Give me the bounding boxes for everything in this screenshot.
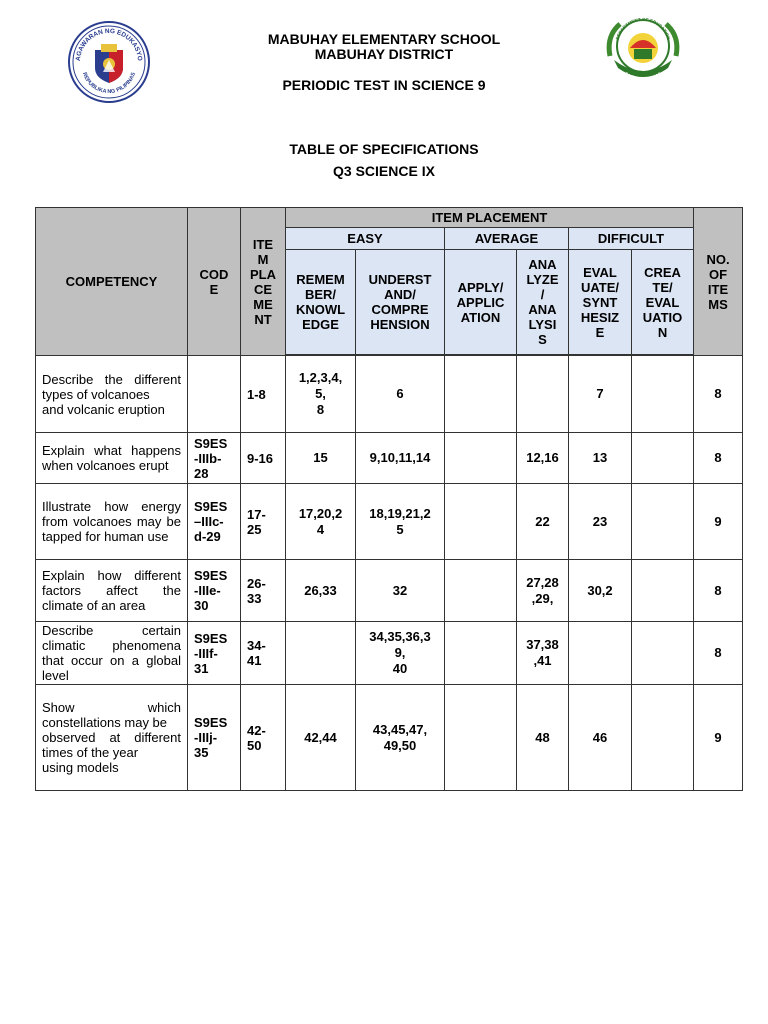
create-cell bbox=[632, 622, 694, 685]
competency-cell: Explain how different factors affect the climate of an area bbox=[36, 560, 188, 622]
items-cell: 9 bbox=[694, 484, 743, 560]
remember-cell: 1,2,3,4, 5, 8 bbox=[286, 356, 356, 433]
analyze-cell: 22 bbox=[517, 484, 569, 560]
competency-cell: Illustrate how energy from volcanoes may be tapped for human use bbox=[36, 484, 188, 560]
items-cell: 8 bbox=[694, 622, 743, 685]
analyze-cell: 37,38 ,41 bbox=[517, 622, 569, 685]
table-row bbox=[36, 433, 743, 484]
evaluate-cell bbox=[569, 622, 632, 685]
understand-cell: 43,45,47, 49,50 bbox=[356, 685, 445, 791]
table-row bbox=[36, 685, 743, 791]
table-row bbox=[36, 484, 743, 560]
header-easy: EASY bbox=[286, 228, 445, 250]
apply-cell bbox=[445, 433, 517, 484]
header-create: CREA TE/ EVAL UATIO N bbox=[632, 250, 694, 355]
create-cell bbox=[632, 484, 694, 560]
header-analyze: ANA LYZE / ANA LYSI S bbox=[517, 250, 569, 355]
header-item-placement-group: ITEM PLACEMENT bbox=[286, 208, 694, 228]
understand-cell: 6 bbox=[356, 356, 445, 433]
header-apply: APPLY/ APPLIC ATION bbox=[445, 250, 517, 355]
placement-cell: 26- 33 bbox=[241, 560, 286, 622]
analyze-cell bbox=[517, 356, 569, 433]
evaluate-cell: 13 bbox=[569, 433, 632, 484]
placement-cell: 17- 25 bbox=[241, 484, 286, 560]
evaluate-cell: 7 bbox=[569, 356, 632, 433]
code-cell: S9ES -IIIf- 31 bbox=[188, 622, 241, 685]
placement-cell: 1-8 bbox=[241, 356, 286, 433]
header-remember: REMEM BER/ KNOWL EDGE bbox=[286, 250, 356, 355]
header-evaluate: EVAL UATE/ SYNT HESIZ E bbox=[569, 250, 632, 355]
code-cell: S9ES -IIIb- 28 bbox=[188, 433, 241, 484]
evaluate-cell: 30,2 bbox=[569, 560, 632, 622]
apply-cell bbox=[445, 560, 517, 622]
items-cell: 9 bbox=[694, 685, 743, 791]
analyze-cell: 27,28 ,29, bbox=[517, 560, 569, 622]
evaluate-cell: 46 bbox=[569, 685, 632, 791]
analyze-cell: 48 bbox=[517, 685, 569, 791]
understand-cell: 34,35,36,3 9, 40 bbox=[356, 622, 445, 685]
code-cell bbox=[188, 356, 241, 433]
analyze-cell: 12,16 bbox=[517, 433, 569, 484]
table-row bbox=[36, 622, 743, 685]
code-cell: S9ES –IIIc- d-29 bbox=[188, 484, 241, 560]
competency-cell: Describe the different types of volcanoes and volcanic eruption bbox=[36, 356, 188, 433]
understand-cell: 32 bbox=[356, 560, 445, 622]
table-row bbox=[36, 560, 743, 622]
understand-cell: 9,10,11,14 bbox=[356, 433, 445, 484]
competency-cell: Show which constellations may be observed at different times of the year using models bbox=[36, 685, 188, 791]
apply-cell bbox=[445, 622, 517, 685]
header-item-placement-column: ITE M PLA CE ME NT bbox=[241, 208, 286, 356]
svg-text:REPUBLIKA NG PILIPINAS: REPUBLIKA NG PILIPINAS bbox=[80, 71, 138, 96]
apply-cell bbox=[445, 484, 517, 560]
create-cell bbox=[632, 433, 694, 484]
items-cell: 8 bbox=[694, 356, 743, 433]
table-row bbox=[36, 356, 743, 433]
remember-cell bbox=[286, 622, 356, 685]
svg-text:DEPARTMENT OF EDUCATION: DEPARTMENT OF EDUCATION bbox=[614, 16, 672, 41]
document-title: TABLE OF SPECIFICATIONS bbox=[289, 141, 479, 157]
apply-cell bbox=[445, 685, 517, 791]
remember-cell: 26,33 bbox=[286, 560, 356, 622]
header-code: COD E bbox=[188, 208, 241, 356]
header-understand: UNDERST AND/ COMPRE HENSION bbox=[356, 250, 445, 355]
header-competency: COMPETENCY bbox=[36, 208, 188, 356]
svg-text:BAGONG PILIPINAS: BAGONG PILIPINAS bbox=[624, 70, 662, 82]
specification-table bbox=[35, 207, 743, 791]
test-title: PERIODIC TEST IN SCIENCE 9 bbox=[282, 77, 486, 93]
remember-cell: 15 bbox=[286, 433, 356, 484]
district-name: MABUHAY DISTRICT bbox=[314, 46, 454, 62]
school-name: MABUHAY ELEMENTARY SCHOOL bbox=[267, 31, 501, 47]
header-number-of-items: NO. OF ITE MS bbox=[694, 208, 743, 356]
evaluate-cell: 23 bbox=[569, 484, 632, 560]
create-cell bbox=[632, 560, 694, 622]
items-cell: 8 bbox=[694, 560, 743, 622]
competency-cell: Explain what happens when volcanoes erupt bbox=[36, 433, 188, 484]
items-cell: 8 bbox=[694, 433, 743, 484]
document-subtitle: Q3 SCIENCE IX bbox=[333, 163, 435, 179]
competency-cell: Describe certain climatic phenomena that occur on a global level bbox=[36, 622, 188, 685]
placement-cell: 42- 50 bbox=[241, 685, 286, 791]
remember-cell: 42,44 bbox=[286, 685, 356, 791]
remember-cell: 17,20,2 4 bbox=[286, 484, 356, 560]
create-cell bbox=[632, 356, 694, 433]
code-cell: S9ES -IIIe- 30 bbox=[188, 560, 241, 622]
header-average: AVERAGE bbox=[445, 228, 569, 250]
svg-text:KAGAWARAN NG EDUKASYON: AGAWARAN NG EDUKASYO bbox=[74, 27, 144, 62]
understand-cell: 18,19,21,2 5 bbox=[356, 484, 445, 560]
create-cell bbox=[632, 685, 694, 791]
header-difficult: DIFFICULT bbox=[569, 228, 694, 250]
placement-cell: 9-16 bbox=[241, 433, 286, 484]
code-cell: S9ES -IIIj- 35 bbox=[188, 685, 241, 791]
placement-cell: 34- 41 bbox=[241, 622, 286, 685]
apply-cell bbox=[445, 356, 517, 433]
